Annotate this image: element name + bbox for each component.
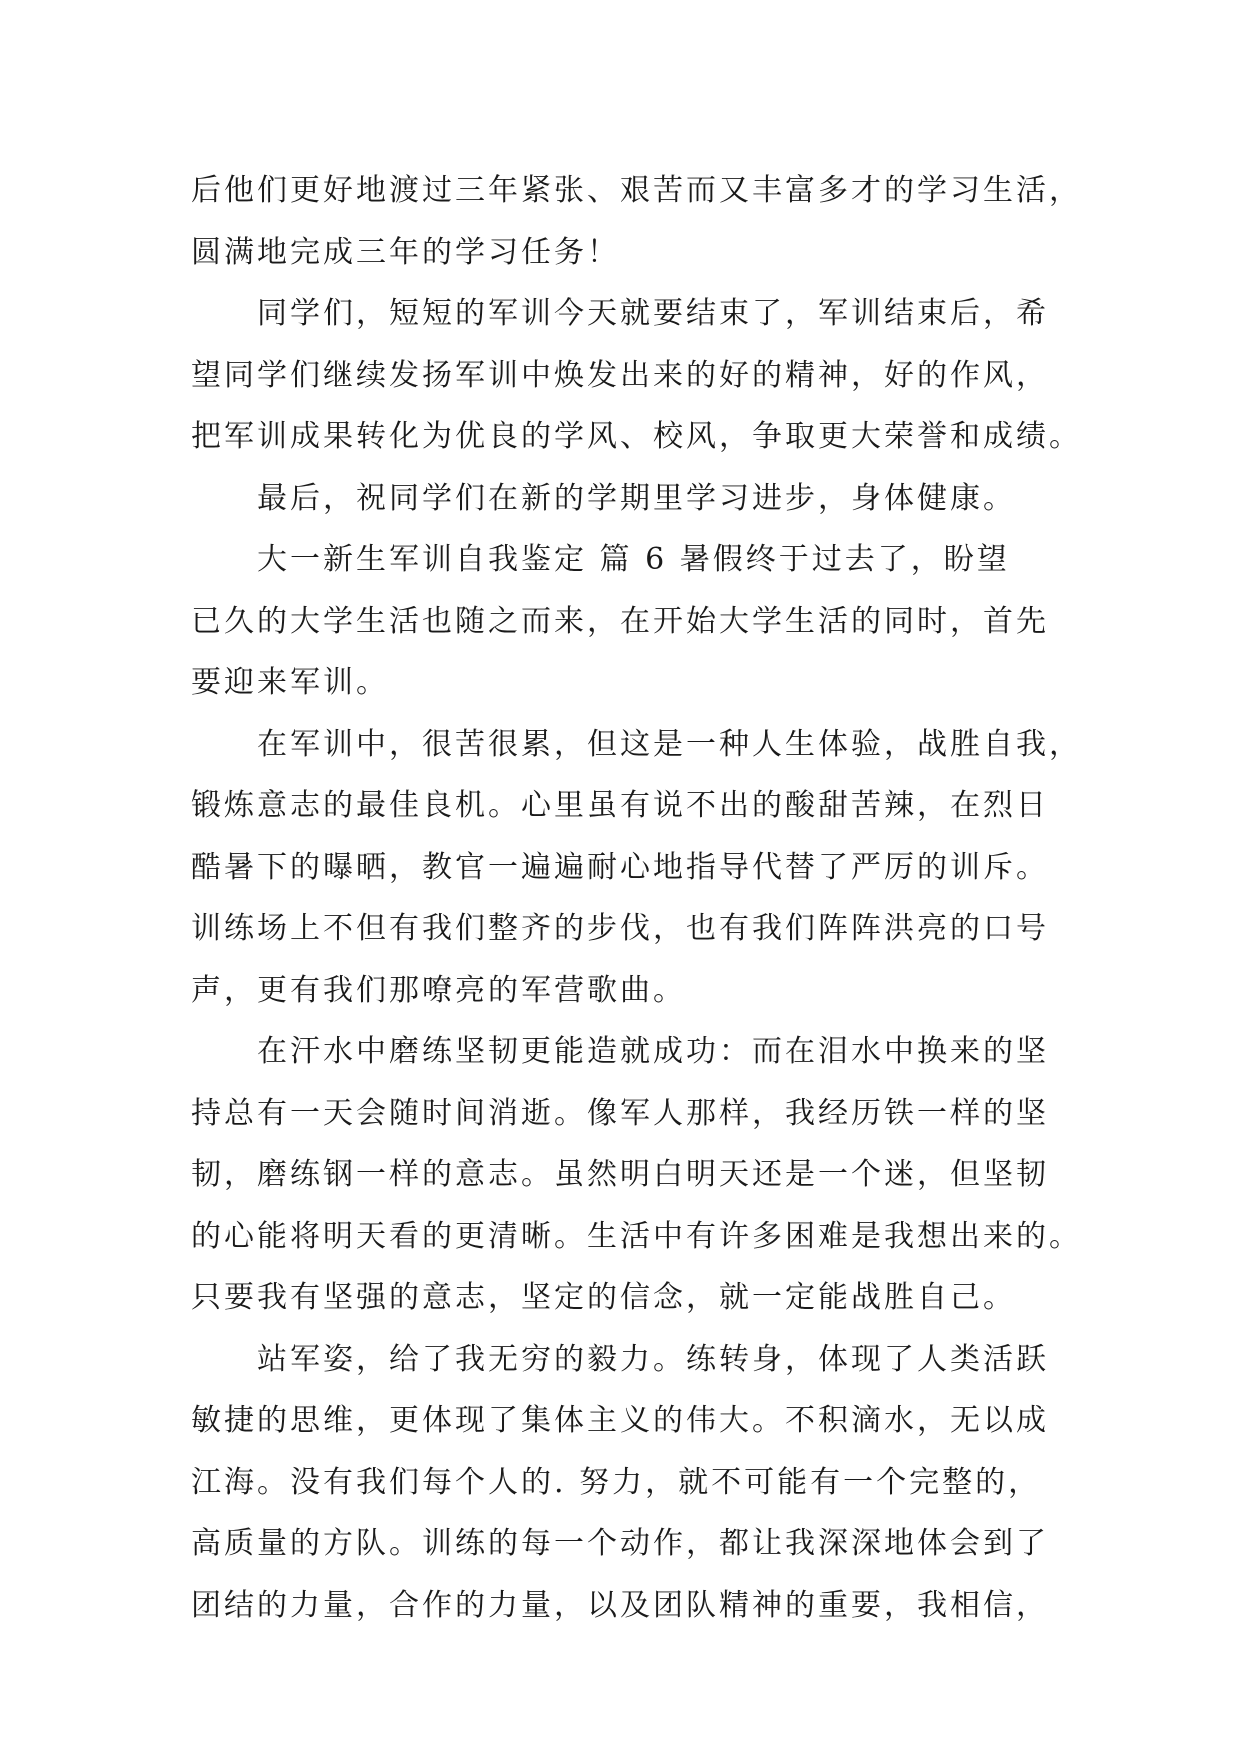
text-line: 已久的大学生活也随之而来，在开始大学生活的同时，首先 (191, 603, 1049, 639)
text-line: 大一新生军训自我鉴定 篇 6 暑假终于过去了，盼望 (257, 542, 1010, 577)
text-line: 韧，磨练钢一样的意志。虽然明白明天还是一个迷，但坚韧 (191, 1157, 1049, 1192)
text-line: 后他们更好地渡过三年紧张、艰苦而又丰富多才的学习生活， (191, 173, 1082, 208)
text-line: 只要我有坚强的意志，坚定的信念，就一定能战胜自己。 (191, 1280, 1016, 1315)
text-line: 高质量的方队。训练的每一个动作，都让我深深地体会到了 (191, 1526, 1049, 1561)
document-body (191, 160, 1082, 1636)
text-line: 酷暑下的曝晒，教官一遍遍耐心地指导代替了严厉的训斥。 (191, 849, 1049, 885)
text-line: 团结的力量，合作的力量，以及团队精神的重要，我相信， (191, 1587, 1049, 1623)
text-line: 把军训成果转化为优良的学风、校风，争取更大荣誉和成绩。 (191, 419, 1082, 454)
text-line: 锻炼意志的最佳良机。心里虽有说不出的酸甜苦辣，在烈日 (191, 788, 1049, 823)
text-line: 同学们，短短的军训今天就要结束了，军训结束后，希 (257, 296, 1049, 331)
text-line: 在汗水中磨练坚韧更能造就成功：而在泪水中换来的坚 (257, 1034, 1049, 1069)
text-line: 的心能将明天看的更清晰。生活中有许多困难是我想出来的。 (191, 1218, 1082, 1254)
text-line: 要迎来军训。 (191, 665, 389, 700)
text-line: 在军训中，很苦很累，但这是一种人生体验，战胜自我， (257, 726, 1082, 762)
text-line: 站军姿，给了我无穷的毅力。练转身，体现了人类活跃 (257, 1341, 1049, 1377)
text-line: 最后，祝同学们在新的学期里学习进步，身体健康。 (257, 480, 1016, 516)
text-line: 声，更有我们那嘹亮的军营歌曲。 (191, 972, 686, 1008)
text-line: 江海。没有我们每个人的. 努力，就不可能有一个完整的， (191, 1464, 1042, 1500)
text-line: 望同学们继续发扬军训中焕发出来的好的精神，好的作风， (191, 357, 1049, 393)
text-line: 持总有一天会随时间消逝。像军人那样，我经历铁一样的坚 (191, 1095, 1049, 1131)
text-line: 敏捷的思维，更体现了集体主义的伟大。不积滴水，无以成 (191, 1403, 1049, 1438)
text-line: 训练场上不但有我们整齐的步伐，也有我们阵阵洪亮的口号 (191, 911, 1049, 946)
text-line: 圆满地完成三年的学习任务！ (191, 234, 620, 270)
